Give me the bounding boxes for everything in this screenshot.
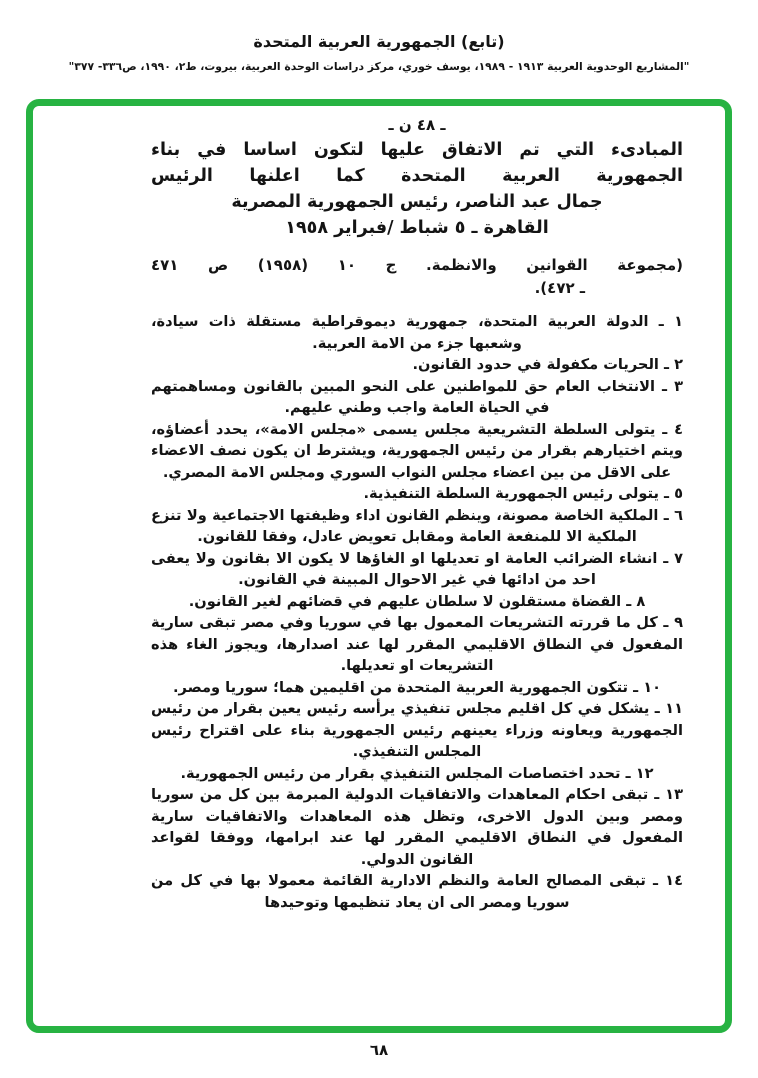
document-number: ـ ٤٨ ن ـ	[388, 116, 446, 134]
principle-item-2: ٢ ـ الحريات مكفولة في حدود القانون.	[412, 356, 683, 373]
source-reference-line: (مجموعة القوانين والانظمة. ج ١٠ (١٩٥٨) ص ٤٧١	[151, 256, 683, 274]
header-citation: "المشاريع الوحدوية العربية ١٩١٣ - ١٩٨٩، يوسف خوري، مركز دراسات الوحدة العربية، بيروت، ط٢، ١٩٩٠، ص٣٣٦- ٣٧٧"	[68, 60, 690, 73]
document-title-line: الجمهورية العربية المتحدة كما اعلنها الرئيس	[151, 166, 683, 186]
principle-item-8: ٨ ـ القضاة مستقلون لا سلطان عليهم في قضائهم لغير القانون.	[188, 592, 646, 610]
source-reference-line: ـ ٤٧٢).	[534, 279, 585, 297]
document-title	[151, 137, 683, 241]
page-header	[0, 32, 758, 73]
principle-item-1: ١ ـ الدولة العربية المتحدة، جمهورية ديموقراطية مستقلة ذات سيادة، وشعبها جزء من الامة العربية.	[151, 313, 683, 352]
header-title: (تابع) الجمهورية العربية المتحدة	[253, 32, 505, 51]
principle-item-6: ٦ ـ الملكية الخاصة مصونة، وينظم القانون اداء وظيفتها الاجتماعية ولا تنزع الملكية الا للمنفعة العامة ومقابل تعويض عادل، وفقا للقانون.	[151, 506, 683, 545]
principle-item-5: ٥ ـ يتولى رئيس الجمهورية السلطة التنفيذية.	[363, 485, 683, 502]
document-content	[33, 106, 725, 913]
page-footer	[0, 1040, 758, 1059]
principle-item-11: ١١ ـ يشكل في كل اقليم مجلس تنفيذي يرأسه رئيس يعين بقرار من رئيس الجمهورية ويعاونه وزراء يعينهم رئيس الجمهورية بناء على اقتراح رئيس المجلس التنفيذي.	[151, 700, 683, 760]
document-frame	[26, 99, 732, 1033]
principle-item-9: ٩ ـ كل ما قررته التشريعات المعمول بها في سوريا وفي مصر تبقى سارية المفعول في النطاق الاقليمي المقرر لها عند اصدارها، ويجوز الغاء هذه التشريعات او تعديلها.	[151, 614, 683, 674]
principle-item-12: ١٢ ـ تحدد اختصاصات المجلس التنفيذي بقرار من رئيس الجمهورية.	[180, 764, 654, 782]
principle-item-10: ١٠ ـ تتكون الجمهورية العربية المتحدة من اقليمين هما؛ سوريا ومصر.	[172, 678, 662, 696]
principle-item-14: ١٤ ـ تبقى المصالح العامة والنظم الادارية القائمة معمولا بها في كل من سوريا ومصر الى ان يعاد تنظيمها وتوحيدها	[151, 872, 683, 911]
document-title-line: المبادىء التي تم الاتفاق عليها لتكون اساسا في بناء	[151, 140, 683, 160]
principle-item-13: ١٣ ـ تبقى احكام المعاهدات والاتفاقيات الدولية المبرمة بين كل من سوريا ومصر وبين الدول الاخرى، وتظل هذه المعاهدات والاتفاقيات سارية المفعول في النطاق الاقليمي المقرر لها عند ابرامها، ووفقا لقواعد القانون الدولي.	[151, 786, 683, 868]
page-number: ٦٨	[369, 1041, 389, 1059]
principle-item-4: ٤ ـ يتولى السلطة التشريعية مجلس يسمى «مجلس الامة»، يحدد أعضاؤه، ويتم اختيارهم بقرار من رئيس الجمهورية، ويشترط ان يكون نصف الاعضاء على الاقل من بين اعضاء مجلس النواب السوري ومجلس الامة المصري.	[151, 420, 683, 481]
document-title-line: القاهرة ـ ٥ شباط /فبراير ١٩٥٨	[285, 218, 549, 238]
document-title-line: جمال عبد الناصر، رئيس الجمهورية المصرية	[231, 192, 603, 212]
principle-item-7: ٧ ـ انشاء الضرائب العامة او تعديلها او الغاؤها لا يكون الا بقانون ولا يعفى احد من ادائها في غير الاحوال المبينة في القانون.	[151, 549, 683, 588]
principles-list	[151, 311, 683, 913]
source-reference	[151, 254, 683, 300]
principle-item-3: ٣ ـ الانتخاب العام حق للمواطنين على النحو المبين بالقانون ومساهمتهم في الحياة العامة واجب وطني عليهم.	[151, 377, 683, 416]
